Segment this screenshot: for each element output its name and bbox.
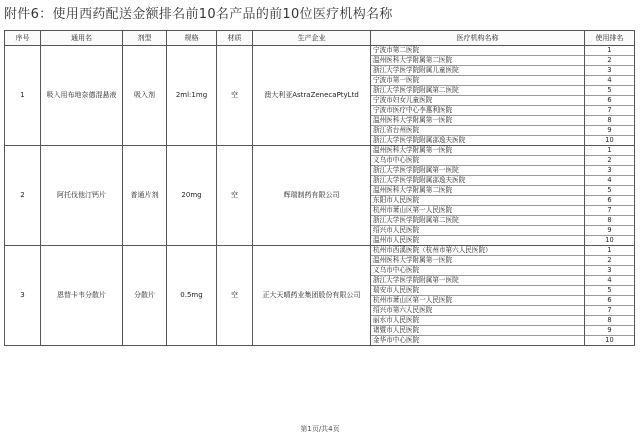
usage-rank: 7	[585, 206, 634, 216]
spec: 2ml:1mg	[167, 46, 217, 146]
header-spec: 规格	[167, 31, 217, 46]
usage-rank: 5	[585, 86, 634, 96]
generic-name: 阿托伐他汀钙片	[41, 146, 123, 246]
institution-name: 杭州市萧山区第一人民医院	[371, 296, 584, 306]
institution-name: 杭州市萧山区第一人民医院	[371, 206, 584, 216]
institution-name: 瑞安市人民医院	[371, 286, 584, 296]
header-dosage-form: 剂型	[123, 31, 167, 46]
usage-rank: 6	[585, 296, 634, 306]
generic-name: 吸入用布地奈德混悬液	[41, 46, 123, 146]
table-row	[5, 246, 635, 346]
usage-rank: 5	[585, 286, 634, 296]
row-number: 2	[5, 146, 41, 246]
dosage-form: 普通片剂	[123, 146, 167, 246]
manufacturer: 澳大利亚AstraZenecaPtyLtd	[253, 46, 371, 146]
dosage-form: 吸入剂	[123, 46, 167, 146]
rank-list	[585, 146, 635, 246]
table-row	[5, 146, 635, 246]
institution-name: 浙江大学医学院附属儿童医院	[371, 66, 584, 76]
institution-name: 温州医科大学附属第一医院	[371, 146, 584, 156]
institution-name: 浙江省台州医院	[371, 126, 584, 136]
material: 空	[217, 246, 253, 346]
usage-rank: 10	[605, 236, 614, 244]
institution-name: 东阳市人民医院	[371, 196, 584, 206]
institution-list	[371, 46, 585, 146]
usage-rank: 8	[585, 316, 634, 326]
institution-name: 浙江大学医学院附属第一医院	[371, 276, 584, 286]
institution-name: 宁波市妇女儿童医院	[371, 96, 584, 106]
institution-name: 浙江大学医学院附属第一医院	[371, 166, 584, 176]
usage-rank: 10	[605, 136, 614, 144]
usage-rank: 1	[585, 146, 634, 156]
usage-rank: 3	[585, 266, 634, 276]
ranking-table	[4, 30, 635, 346]
page-title: 附件6：使用西药配送金额排名前10名产品的前10位医疗机构名称	[4, 7, 393, 22]
usage-rank: 9	[585, 126, 634, 136]
institution-name: 温州市人民医院	[373, 236, 420, 244]
rank-list	[585, 46, 635, 146]
institution-name: 杭州市西溪医院（杭州市第六人民医院）	[371, 246, 584, 256]
dosage-form: 分散片	[123, 246, 167, 346]
material: 空	[217, 146, 253, 246]
usage-rank: 7	[585, 306, 634, 316]
institution-name: 温州医科大学附属第一医院	[371, 116, 584, 126]
header-rank: 使用排名	[585, 31, 635, 46]
usage-rank: 2	[585, 56, 634, 66]
usage-rank: 4	[585, 76, 634, 86]
institution-name: 绍兴市人民医院	[371, 226, 584, 236]
usage-rank: 4	[585, 176, 634, 186]
table-row	[5, 46, 635, 146]
header-manufacturer: 生产企业	[253, 31, 371, 46]
header-institution: 医疗机构名称	[371, 31, 585, 46]
spec: 0.5mg	[167, 246, 217, 346]
institution-name: 义乌市中心医院	[371, 156, 584, 166]
usage-rank: 7	[585, 106, 634, 116]
header-row	[5, 31, 635, 46]
usage-rank: 9	[585, 326, 634, 336]
usage-rank: 3	[585, 66, 634, 76]
usage-rank: 3	[585, 166, 634, 176]
header-generic-name: 通用名	[41, 31, 123, 46]
manufacturer: 辉瑞制药有限公司	[253, 146, 371, 246]
institution-name: 丽水市人民医院	[371, 316, 584, 326]
spec: 20mg	[167, 146, 217, 246]
usage-rank: 8	[585, 216, 634, 226]
usage-rank: 6	[585, 196, 634, 206]
usage-rank: 1	[585, 46, 634, 56]
institution-name: 浙江大学医学院附属邵逸夫医院	[371, 176, 584, 186]
institution-name: 宁波市第一医院	[371, 76, 584, 86]
institution-name: 浙江大学医学院附属第二医院	[371, 86, 584, 96]
usage-rank: 10	[605, 336, 614, 344]
institution-name: 浙江大学医学院附属邵逸夫医院	[373, 136, 466, 144]
institution-name: 宁波市第二医院	[371, 46, 584, 56]
row-number: 1	[5, 46, 41, 146]
usage-rank: 1	[585, 246, 634, 256]
usage-rank: 2	[585, 256, 634, 266]
header-material: 材质	[217, 31, 253, 46]
usage-rank: 9	[585, 226, 634, 236]
usage-rank: 4	[585, 276, 634, 286]
institution-list	[371, 146, 585, 246]
institution-name: 温州医科大学附属第一医院	[371, 256, 584, 266]
institution-name: 温州医科大学附属第二医院	[371, 186, 584, 196]
institution-name: 诸暨市人民医院	[371, 326, 584, 336]
row-number: 3	[5, 246, 41, 346]
generic-name: 恩替卡韦分散片	[41, 246, 123, 346]
institution-name: 绍兴市第六人民医院	[371, 306, 584, 316]
institution-name: 宁波市医疗中心李惠利医院	[371, 106, 584, 116]
usage-rank: 2	[585, 156, 634, 166]
usage-rank: 5	[585, 186, 634, 196]
institution-name: 温州医科大学附属第二医院	[371, 56, 584, 66]
header-no: 序号	[5, 31, 41, 46]
manufacturer: 正大天晴药业集团股份有限公司	[253, 246, 371, 346]
institution-list	[371, 246, 585, 346]
usage-rank: 8	[585, 116, 634, 126]
material: 空	[217, 46, 253, 146]
institution-name: 金华市中心医院	[373, 336, 420, 344]
institution-name: 浙江大学医学院附属第二医院	[371, 216, 584, 226]
page-footer: 第1页/共4页	[300, 425, 340, 433]
usage-rank: 6	[585, 96, 634, 106]
rank-list	[585, 246, 635, 346]
institution-name: 义乌市中心医院	[371, 266, 584, 276]
